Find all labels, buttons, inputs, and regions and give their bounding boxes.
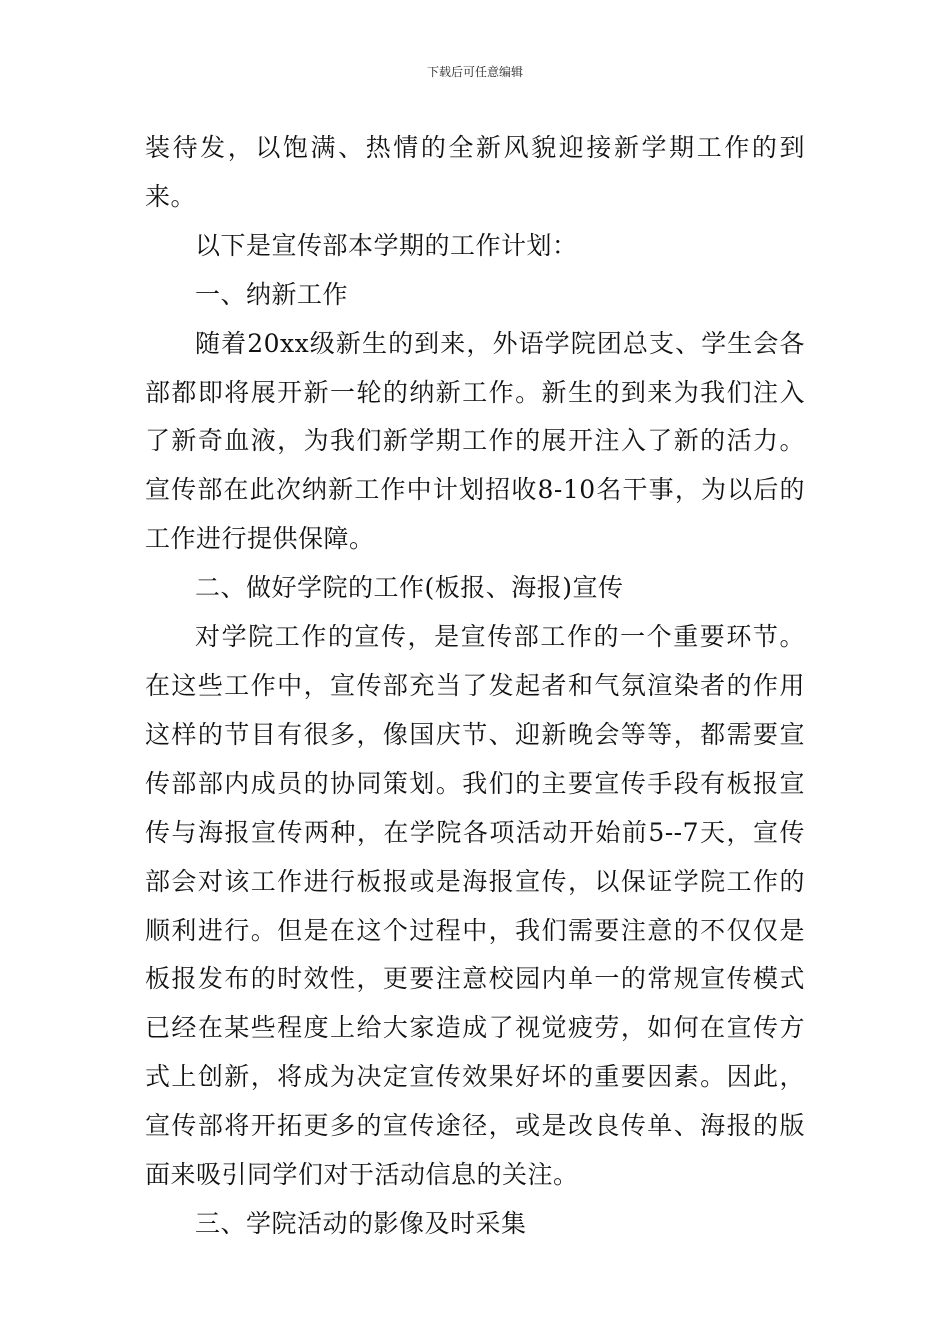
section-heading-2: 二、做好学院的工作(板报、海报)宣传 bbox=[195, 573, 624, 603]
section-heading-3: 三、学院活动的影像及时采集 bbox=[195, 1208, 527, 1238]
paragraph-recruitment: 随着20xx级新生的到来，外语学院团总支、学生会各部都即将展开新一轮的纳新工作。新生的到来为我们注入了新奇血液，为我们新学期工作的展开注入了新的活力。宣传部在此次纳新工作中计划招收8-10名干事，为以后的工作进行提供保障。 bbox=[145, 328, 805, 554]
section-heading-1: 一、纳新工作 bbox=[195, 279, 349, 309]
paragraph-continuation: 装待发，以饱满、热情的全新风貌迎接新学期工作的到来。 bbox=[145, 133, 805, 211]
document-body bbox=[145, 124, 805, 1249]
paragraph-intro: 以下是宣传部本学期的工作计划： bbox=[195, 230, 578, 260]
paragraph-publicity: 对学院工作的宣传，是宣传部工作的一个重要环节。在这些工作中，宣传部充当了发起者和气氛渲染者的作用这样的节目有很多，像国庆节、迎新晚会等等，都需要宣传部部内成员的协同策划。我们的主要宣传手段有板报宣传与海报宣传两种，在学院各项活动开始前5--7天，宣传部会对该工作进行板报或是海报宣传，以保证学院工作的顺利进行。但是在这个过程中，我们需要注意的不仅仅是板报发布的时效性，更要注意校园内单一的常规宣传模式已经在某些程度上给大家造成了视觉疲劳，如何在宣传方式上创新，将成为决定宣传效果好坏的重要因素。因此，宣传部将开拓更多的宣传途径，或是改良传单、海报的版面来吸引同学们对于活动信息的关注。 bbox=[145, 622, 805, 1190]
page-header: 下载后可任意编辑 bbox=[426, 65, 523, 79]
